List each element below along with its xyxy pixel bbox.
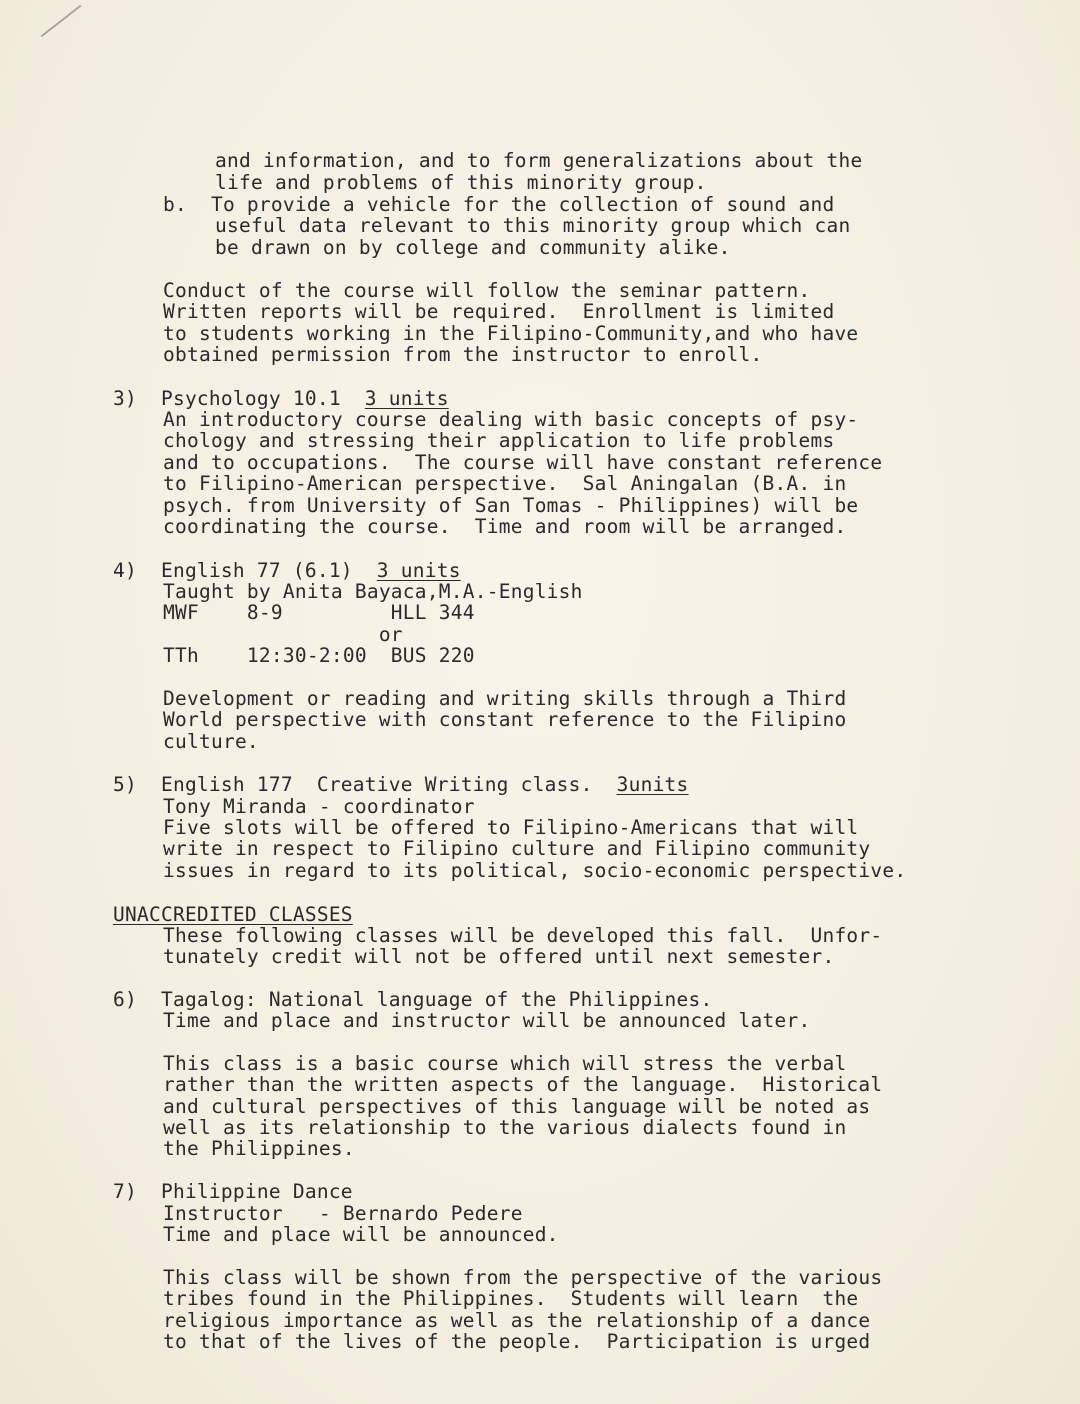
underlined-text: 3 units [376,559,461,582]
text-line [163,1288,858,1310]
line-text: Conduct of the course will follow the seminar pattern. [163,279,811,302]
text-line [163,624,403,646]
line-text: and information, and to form generalizations about the [215,149,863,172]
line-text: religious importance as well as the relationship of a dance [163,1309,871,1332]
line-text: This class will be shown from the perspective of the various [163,1266,883,1289]
text-line [163,516,846,538]
underlined-text: 3units [616,773,689,796]
text-line [215,150,862,172]
line-text: Instructor - Bernardo Pedere [163,1202,523,1225]
line-text: write in respect to Filipino culture and Filipino community [163,837,871,860]
text-line [163,452,882,474]
text-line [163,1053,846,1075]
text-line [163,323,858,345]
text-line [163,344,763,366]
text-line [113,989,713,1011]
text-line [163,602,475,624]
underlined-text: UNACCREDITED CLASSES [113,903,353,926]
text-line [163,473,846,495]
text-line [163,194,834,216]
line-text: psych. from University of San Tomas - Philippines) will be [163,494,859,517]
line-text: and cultural perspectives of this language will be noted as [163,1095,871,1118]
line-text: An introductory course dealing with basic concepts of psy- [163,408,859,431]
line-text: World perspective with constant reference to the Filipino [163,708,847,731]
line-text: Written reports will be required. Enrollment is limited [163,300,835,323]
text-line [163,1138,355,1160]
text-line [163,796,475,818]
text-line [163,495,858,517]
text-line [215,172,707,194]
line-text: 3) Psychology 10.1 [113,387,365,410]
text-line [113,1181,353,1203]
line-text: be drawn on by college and community alike. [215,236,731,259]
text-line [113,774,689,796]
text-line [163,709,846,731]
line-text: life and problems of this minority group. [215,171,707,194]
line-text: MWF 8-9 HLL 344 [163,601,475,624]
line-text: Development or reading and writing skills through a Third [163,687,847,710]
line-text: 4) English 77 (6.1) [113,559,377,582]
line-text: to Filipino-American perspective. Sal Aningalan (B.A. in [163,472,847,495]
line-text: Taught by Anita Bayaca,M.A.-English [163,580,583,603]
text-line [163,817,858,839]
line-text: and to occupations. The course will have constant reference [163,451,883,474]
text-line [113,904,353,926]
line-text: to students working in the Filipino-Community,and who have [163,322,859,345]
text-line [163,946,834,968]
line-text: tribes found in the Philippines. Students will learn the [163,1287,859,1310]
line-text: This class is a basic course which will stress the verbal [163,1052,847,1075]
text-line [163,1331,870,1353]
line-text: 7) Philippine Dance [113,1180,353,1203]
line-text: useful data relevant to this minority group which can [215,214,851,237]
line-text: b. To provide a vehicle for the collection of sound and [163,193,835,216]
line-text: Time and place and instructor will be announced later. [163,1009,811,1032]
pen-mark [41,5,82,37]
text-line [163,1310,870,1332]
text-line [163,1074,882,1096]
line-text: 5) English 177 Creative Writing class. [113,773,617,796]
text-line [163,1117,846,1139]
line-text: 6) Tagalog: National language of the Philippines. [113,988,713,1011]
line-text: culture. [163,730,259,753]
line-text: or [163,623,403,646]
line-text: the Philippines. [163,1137,355,1160]
text-line [163,688,846,710]
line-text: coordinating the course. Time and room will be arranged. [163,515,847,538]
text-line [163,860,906,882]
line-text: to that of the lives of the people. Participation is urged [163,1330,871,1353]
text-line [163,409,858,431]
line-text: rather than the written aspects of the language. Historical [163,1073,883,1096]
text-line [163,430,834,452]
text-line [163,1203,523,1225]
line-text: Time and place will be announced. [163,1223,559,1246]
text-line [163,645,475,667]
text-line [163,731,259,753]
text-line [163,838,870,860]
line-text: obtained permission from the instructor to enroll. [163,343,763,366]
line-text: chology and stressing their application to life problems [163,429,835,452]
text-line [113,560,461,582]
line-text: These following classes will be developed this fall. Unfor- [163,924,883,947]
text-line [163,280,810,302]
text-line [163,1010,810,1032]
text-line [215,215,850,237]
text-line [163,925,882,947]
line-text: Five slots will be offered to Filipino-Americans that will [163,816,859,839]
line-text: tunately credit will not be offered until next semester. [163,945,835,968]
line-text: Tony Miranda - coordinator [163,795,475,818]
text-line [163,1267,882,1289]
line-text: TTh 12:30-2:00 BUS 220 [163,644,475,667]
line-text: well as its relationship to the various dialects found in [163,1116,847,1139]
text-line [113,388,449,410]
text-line [163,581,583,603]
line-text: issues in regard to its political, socio-economic perspective. [163,859,907,882]
underlined-text: 3 units [364,387,449,410]
text-line [215,237,731,259]
text-line [163,1096,870,1118]
text-line [163,301,834,323]
text-line [163,1224,559,1246]
